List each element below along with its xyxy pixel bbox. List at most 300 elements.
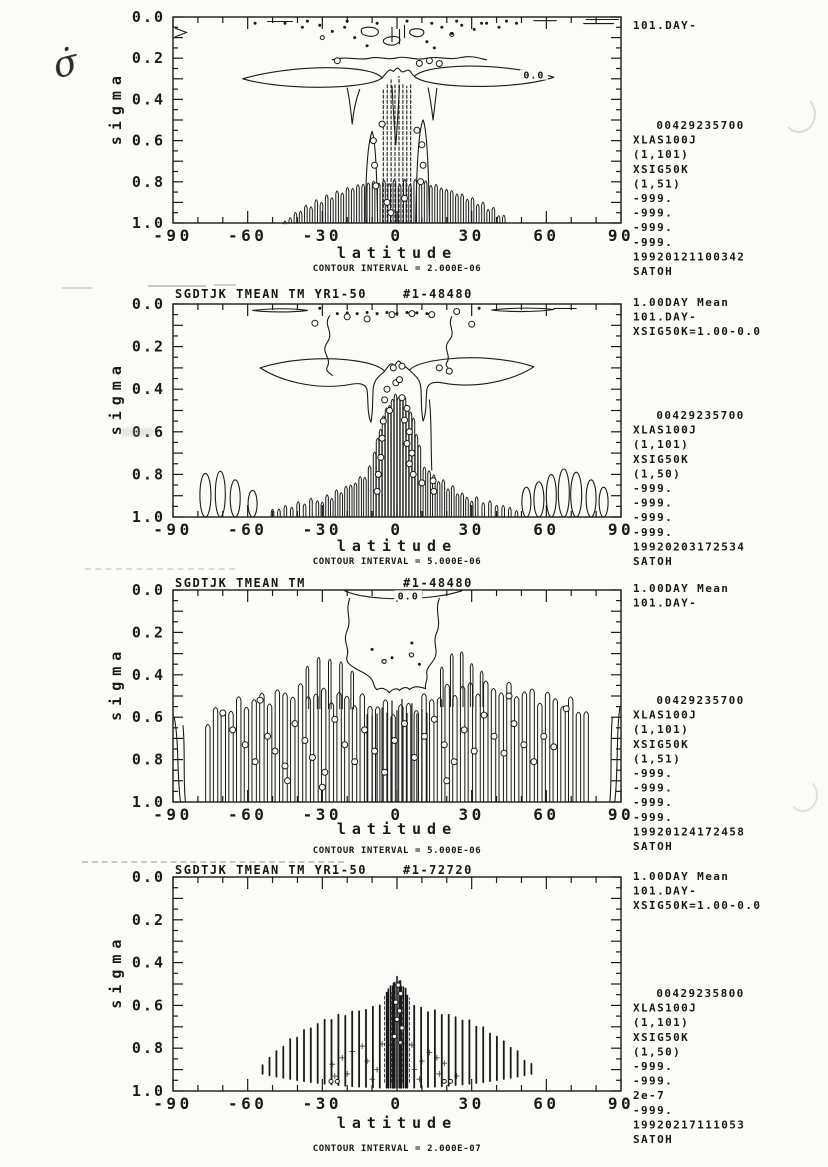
contour-spike xyxy=(509,507,512,517)
contour-spike xyxy=(423,467,426,517)
contour-circle xyxy=(272,748,278,754)
y-axis-label: sigma xyxy=(107,70,125,146)
annotation-line: SATOH xyxy=(633,265,674,278)
contour-dot xyxy=(433,46,436,49)
contour-line xyxy=(615,708,620,802)
contour-circle xyxy=(292,721,298,727)
contour-circle xyxy=(446,368,452,374)
contour-spike xyxy=(456,494,459,517)
contour-circle xyxy=(374,488,380,494)
y-tick-label: 0.8 xyxy=(131,172,165,191)
contour-spike xyxy=(451,486,454,517)
contour-spike xyxy=(385,408,388,517)
contour-line xyxy=(382,659,386,663)
y-tick-label: 1.0 xyxy=(131,793,165,811)
contour-circle xyxy=(431,716,437,722)
contour-circle xyxy=(380,418,386,424)
contour-dot xyxy=(505,20,508,23)
contour-spike xyxy=(315,200,318,223)
contour-circle xyxy=(441,742,447,748)
contour-spike xyxy=(484,681,488,802)
x-axis-label: latitude xyxy=(336,537,458,555)
contour-circle xyxy=(506,693,512,699)
contour-dot xyxy=(455,20,458,23)
contour-oval xyxy=(230,480,240,517)
contour-circle xyxy=(370,138,376,144)
contour-spike xyxy=(450,191,453,223)
contour-spike xyxy=(206,725,210,803)
contour-circle xyxy=(329,1079,333,1083)
contour-spike xyxy=(397,398,400,517)
annotation-line: -999. xyxy=(633,192,674,205)
contour-dot xyxy=(478,307,481,310)
annotation-line: -999. xyxy=(633,482,674,495)
contour-circle xyxy=(334,58,340,64)
contour-line xyxy=(325,316,332,376)
contour-circle xyxy=(312,320,318,326)
contour-circle xyxy=(379,121,385,127)
contour-spike xyxy=(237,697,241,802)
contour-interval-caption: CONTOUR INTERVAL = 2.000E-06 xyxy=(312,264,482,274)
x-axis-label: latitude xyxy=(336,1114,458,1132)
contour-spike xyxy=(466,199,469,223)
contour-circle xyxy=(511,721,517,727)
contour-circle xyxy=(362,727,368,733)
contour-circle xyxy=(409,311,415,317)
x-tick-label: -90 xyxy=(153,805,193,824)
y-axis-label: sigma xyxy=(107,360,125,436)
contour-dot xyxy=(371,648,374,651)
annotation-line: (1,51) xyxy=(633,752,682,766)
contour-plus-mark xyxy=(360,1044,365,1049)
contour-circle xyxy=(430,478,436,484)
contour-spike xyxy=(487,210,490,224)
y-tick-label: 0.8 xyxy=(131,465,165,484)
y-tick-label: 0.6 xyxy=(131,131,165,150)
contour-spike xyxy=(507,682,511,802)
contour-spike xyxy=(221,711,225,802)
contour-spike xyxy=(388,406,391,518)
contour-circle xyxy=(454,309,460,315)
contour-circle xyxy=(418,179,424,185)
y-axis-label: sigma xyxy=(107,645,125,721)
y-tick-label: 0.6 xyxy=(131,422,165,441)
x-axis-label: latitude xyxy=(336,820,458,838)
contour-spike xyxy=(435,185,438,224)
contour-circle xyxy=(414,127,420,133)
x-tick-label: -90 xyxy=(153,1094,193,1113)
panel-p3 xyxy=(107,576,745,856)
contour-line xyxy=(377,687,426,693)
contour-circle xyxy=(285,778,291,784)
y-tick-label: 1.0 xyxy=(131,214,165,232)
contour-oval xyxy=(215,471,225,517)
contour-dot xyxy=(460,24,463,27)
annotation-line: -999. xyxy=(633,1074,674,1088)
contour-circle xyxy=(410,471,416,477)
annotation-line: SATOH xyxy=(633,555,674,568)
contour-circle xyxy=(411,755,417,761)
contour-dot xyxy=(336,312,339,315)
right-annotation-column xyxy=(633,870,761,1146)
contour-spike xyxy=(561,707,565,803)
contour-spike xyxy=(430,186,433,224)
contour-dot xyxy=(376,22,379,25)
contour-spike xyxy=(373,452,376,517)
y-tick-label: 0.4 xyxy=(131,953,165,972)
contour-circle xyxy=(431,488,437,494)
panel-p2 xyxy=(107,287,761,568)
contour-circle xyxy=(541,733,547,739)
contour-oval xyxy=(558,469,569,517)
contour-circle xyxy=(399,395,405,401)
y-tick-label: 0.2 xyxy=(131,910,165,929)
contour-plus-mark xyxy=(332,1074,337,1079)
contour-spike xyxy=(341,193,344,223)
annotation-line: (1,101) xyxy=(633,723,690,737)
contour-spike xyxy=(283,693,287,802)
contour-circle xyxy=(481,712,487,718)
contour-circle xyxy=(551,744,557,750)
annotation-line: -999. xyxy=(633,206,674,220)
contour-circle xyxy=(404,441,410,447)
contour-circle xyxy=(501,750,507,756)
contour-spike xyxy=(331,198,334,223)
contour-dot xyxy=(473,28,476,31)
contour-circle xyxy=(491,733,497,739)
x-tick-label: 90 xyxy=(607,226,635,245)
contour-spike xyxy=(336,191,339,223)
panel-title: SGDTJK TMEAN TM YR1-50 xyxy=(175,863,367,877)
right-annotation-column xyxy=(633,296,761,568)
contour-dot xyxy=(406,311,409,314)
contour-circle xyxy=(384,386,390,392)
contour-line xyxy=(361,27,378,36)
contour-oval xyxy=(522,487,531,517)
contour-circle xyxy=(416,60,422,66)
annotation-line: XLAS100J xyxy=(633,708,698,722)
annotation-line: 19920124172458 xyxy=(633,825,746,839)
contour-dot xyxy=(318,307,321,310)
contour-spike xyxy=(314,694,318,802)
contour-dot xyxy=(376,312,379,315)
contour-spike xyxy=(351,671,354,709)
x-tick-label: -30 xyxy=(302,226,343,245)
contour-circle xyxy=(392,1034,396,1038)
contour-spike xyxy=(362,184,365,223)
contour-circle xyxy=(382,769,388,775)
contour-line xyxy=(253,309,308,312)
contour-spike xyxy=(289,218,292,223)
contour-dot xyxy=(366,311,369,314)
contour-oval xyxy=(200,473,211,517)
contour-circle xyxy=(335,1079,339,1083)
panel-p1 xyxy=(107,8,745,278)
contour-line xyxy=(332,57,486,60)
annotation-line: 1.00DAY Mean xyxy=(633,296,730,309)
contour-circle xyxy=(230,727,236,733)
contour-spike xyxy=(352,706,356,802)
contour-circle xyxy=(257,697,263,703)
contour-dot xyxy=(430,22,433,25)
contour-circle xyxy=(531,759,537,765)
annotation-line: (1,50) xyxy=(633,1045,682,1059)
contour-line xyxy=(425,599,439,689)
annotation-line: XSIG50K xyxy=(633,737,690,751)
contour-dot xyxy=(425,312,428,315)
annotation-line: 00429235800 xyxy=(656,987,745,1000)
contour-spike xyxy=(394,394,397,517)
contour-line xyxy=(429,400,431,470)
contour-spike xyxy=(244,707,248,802)
x-tick-label: 0 xyxy=(390,1094,404,1113)
contour-circle xyxy=(397,1009,401,1013)
contour-spike xyxy=(502,506,505,518)
contour-circle xyxy=(449,1079,453,1083)
y-tick-label: 0.0 xyxy=(131,295,165,313)
contour-circle xyxy=(379,435,385,441)
contour-art xyxy=(200,307,608,517)
contour-circle xyxy=(388,210,394,216)
contour-spike xyxy=(545,692,549,802)
contour-circle xyxy=(469,321,475,327)
contour-circle xyxy=(320,36,324,40)
contour-line xyxy=(176,28,187,36)
contour-spike xyxy=(360,694,364,802)
contour-spike xyxy=(294,213,297,224)
contour-circle xyxy=(426,58,432,64)
contour-spike xyxy=(403,397,406,518)
contour-spike xyxy=(252,700,256,802)
contour-spike xyxy=(310,498,313,517)
contour-spike xyxy=(428,471,431,517)
contour-spike xyxy=(440,188,443,223)
contour-oval xyxy=(534,482,544,517)
annotation-line: -999. xyxy=(633,221,674,235)
contour-spike xyxy=(351,189,354,224)
contour-line xyxy=(345,599,377,690)
contour-circle xyxy=(399,991,403,995)
contour-spike xyxy=(393,180,396,223)
contour-spike xyxy=(538,703,542,802)
annotation-line: SATOH xyxy=(633,840,674,853)
contour-dot xyxy=(366,44,369,47)
contour-dot xyxy=(480,22,483,25)
scan-smudge xyxy=(214,284,236,286)
contour-circle xyxy=(332,716,338,722)
annotation-line: 00429235700 xyxy=(656,694,745,707)
contour-spike xyxy=(424,181,427,223)
contour-line xyxy=(183,726,185,802)
contour-circle xyxy=(302,738,308,744)
annotation-line: -999. xyxy=(633,767,674,780)
contour-spike xyxy=(499,693,503,802)
contour-spike xyxy=(382,416,385,517)
contour-spike xyxy=(316,501,319,517)
y-tick-label: 1.0 xyxy=(131,1082,165,1100)
contour-plus-mark xyxy=(419,1059,424,1064)
y-tick-label: 0.4 xyxy=(131,90,165,109)
panel-p4 xyxy=(107,863,761,1154)
annotation-line: XSIG50K=1.00-0.0 xyxy=(633,325,762,338)
contour-dot xyxy=(353,36,356,39)
contour-spike xyxy=(357,185,360,223)
contour-dot xyxy=(284,22,287,25)
contour-spike xyxy=(345,696,349,802)
contour-circle xyxy=(394,1000,398,1004)
contour-spike xyxy=(305,205,308,223)
contour-circle xyxy=(396,983,400,987)
contour-circle xyxy=(252,759,258,765)
contour-dot xyxy=(318,24,321,27)
x-tick-label: -30 xyxy=(302,1094,343,1113)
x-tick-label: 0 xyxy=(390,520,404,539)
contour-spike xyxy=(400,397,403,517)
contour-value-label: 0.0 xyxy=(397,591,419,603)
right-annotation-column xyxy=(633,582,745,853)
contour-circle xyxy=(471,748,477,754)
annotation-line: 101.DAY- xyxy=(633,310,698,324)
contour-circle xyxy=(419,142,425,148)
scan-smudge xyxy=(82,861,344,863)
contour-spike xyxy=(299,211,302,223)
scan-ghost-mark xyxy=(120,428,154,437)
y-tick-label: 0.6 xyxy=(131,996,165,1015)
contour-circle xyxy=(382,397,388,403)
annotation-line: (1,101) xyxy=(633,148,690,162)
contour-dot xyxy=(515,22,518,25)
contour-dot xyxy=(386,311,389,314)
contour-spike xyxy=(306,697,310,802)
x-tick-label: 90 xyxy=(607,1094,635,1113)
x-tick-label: -30 xyxy=(302,805,343,824)
contour-circle xyxy=(444,778,450,784)
contour-line xyxy=(260,359,385,422)
annotation-line: 101.DAY- xyxy=(633,884,698,898)
annotation-line: 00429235700 xyxy=(656,409,745,422)
contour-plus-mark xyxy=(350,1049,355,1054)
contour-spike xyxy=(349,485,352,517)
contour-spike xyxy=(456,194,459,223)
annotation-line: XSIG50K xyxy=(633,452,690,466)
contour-spike xyxy=(569,697,573,802)
contour-circle xyxy=(397,377,403,383)
annotation-line: 19920217111053 xyxy=(633,1118,746,1132)
contour-spike xyxy=(229,711,233,802)
contour-spike xyxy=(482,503,485,517)
contour-oval xyxy=(546,474,556,517)
x-tick-label: 0 xyxy=(390,226,404,245)
x-tick-label: 30 xyxy=(458,1094,485,1113)
annotation-line: -999. xyxy=(633,781,674,795)
contour-circle xyxy=(406,461,412,467)
annotation-line: -999. xyxy=(633,796,674,810)
contour-spike xyxy=(409,184,412,223)
contour-circle xyxy=(419,480,425,486)
contour-circle xyxy=(442,1079,446,1083)
contour-circle xyxy=(429,312,435,318)
contour-spike xyxy=(453,696,457,803)
contour-circle xyxy=(389,312,395,318)
panel-run-label: #1-48480 xyxy=(403,287,473,301)
contour-spike xyxy=(430,700,434,803)
contour-circle xyxy=(461,727,467,733)
contour-oval xyxy=(599,487,608,517)
contour-circle xyxy=(400,1026,404,1030)
annotation-line: XLAS100J xyxy=(633,133,698,147)
contour-circle xyxy=(402,417,408,423)
contour-spike xyxy=(267,704,271,802)
contour-spike xyxy=(213,708,217,803)
contour-line xyxy=(347,88,360,124)
contour-circle xyxy=(373,183,379,189)
contour-plus-mark xyxy=(330,1062,335,1067)
contour-spike xyxy=(398,184,401,223)
contour-spike xyxy=(442,480,445,517)
contour-spike xyxy=(497,216,500,223)
contour-line xyxy=(410,29,424,37)
x-tick-label: -60 xyxy=(227,520,268,539)
contour-circle xyxy=(406,429,412,435)
scan-smudge xyxy=(148,285,206,287)
x-tick-label: 60 xyxy=(533,520,560,539)
annotation-line: XSIG50K xyxy=(633,162,690,176)
contour-circle xyxy=(436,61,442,67)
contour-dot xyxy=(331,30,334,33)
contour-dot xyxy=(406,20,409,23)
contour-circle xyxy=(265,733,271,739)
panel-title: SGDTJK TMEAN TM YR1-50 xyxy=(175,287,367,301)
panel-run-label: #1-72720 xyxy=(403,863,473,877)
contour-spike xyxy=(330,498,333,517)
x-tick-label: 90 xyxy=(607,520,635,539)
annotation-line: XSIG50K=1.00-0.0 xyxy=(633,899,762,912)
y-tick-label: 0.0 xyxy=(131,581,165,599)
contour-spike xyxy=(326,495,329,517)
contour-spike xyxy=(553,699,557,802)
contour-spike xyxy=(489,501,492,517)
right-annotation-column xyxy=(633,19,745,278)
annotation-line: 19920121100342 xyxy=(633,250,746,264)
contour-spike xyxy=(354,483,357,517)
annotation-line: -999. xyxy=(633,525,674,539)
annotation-line: -999. xyxy=(633,810,674,824)
y-tick-label: 0.2 xyxy=(131,49,165,68)
annotation-line: 1.00DAY Mean xyxy=(633,870,730,883)
contour-dot xyxy=(356,312,359,315)
contour-circle xyxy=(563,706,569,712)
contour-oval xyxy=(248,490,257,517)
contour-circle xyxy=(372,162,378,168)
annotation-line: 19920203172534 xyxy=(633,540,746,554)
contour-spike xyxy=(576,712,580,802)
annotation-line: XSIG50K xyxy=(633,1030,690,1044)
scan-artifact-arc xyxy=(788,778,818,812)
contour-spike xyxy=(291,697,295,802)
x-tick-label: -60 xyxy=(227,226,268,245)
contour-circle xyxy=(420,162,426,168)
y-tick-label: 0.2 xyxy=(131,623,165,642)
annotation-line: (1,51) xyxy=(633,177,682,191)
contour-value-label: 0.0 xyxy=(523,70,545,82)
contour-circle xyxy=(282,763,288,769)
contour-spike xyxy=(461,493,464,517)
contour-plus-mark xyxy=(375,1067,380,1072)
contour-spike xyxy=(278,509,281,517)
contour-interval-caption: CONTOUR INTERVAL = 5.000E-06 xyxy=(312,846,482,856)
annotation-line: -999. xyxy=(633,1060,674,1073)
contour-circle xyxy=(395,1017,399,1021)
